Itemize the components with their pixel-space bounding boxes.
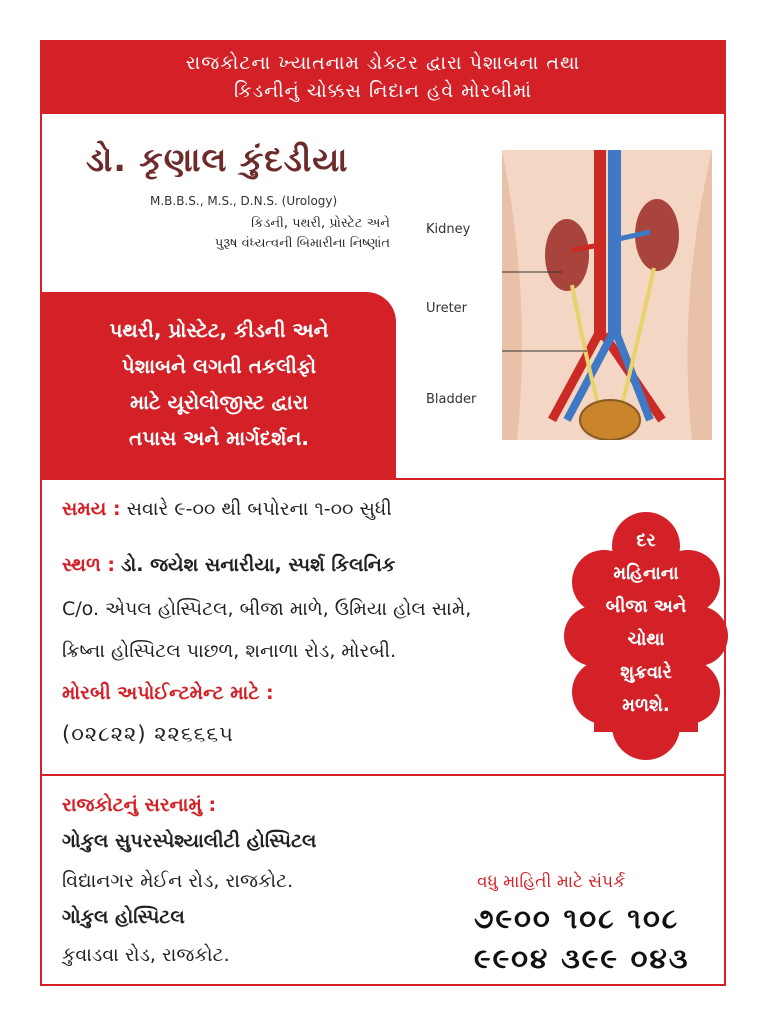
cloud-line-6: મળશે. — [622, 695, 670, 716]
callout-line-3: માટે યૂરોલોજીસ્ટ દ્વારા — [129, 390, 309, 414]
doctor-specialty — [146, 214, 390, 254]
contact-label: વધુ માહિતી માટે સંપર્ક — [477, 872, 626, 892]
rajkot-label: રાજકોટનું સરનામું : — [62, 794, 217, 816]
rajkot-address-1: વિદ્યાનગર મેઈન રોડ, રાજકોટ. — [62, 870, 294, 892]
kidney-label: Kidney — [426, 222, 471, 237]
cloud-line-5: શુક્રવારે — [620, 662, 672, 683]
time-value: સવારે ૯-૦૦ થી બપોરના ૧-૦૦ સુધી — [126, 498, 392, 520]
callout-line-1: પથરી, પ્રોસ્ટેટ, કીડની અને — [109, 318, 329, 342]
doctor-name: ડો. કૃણાલ કુંદડીયા — [86, 140, 349, 179]
address-line-2: ક્રિષ્ના હોસ્પિટલ પાછળ, શનાળા રોડ, મોરબી. — [62, 640, 397, 662]
flyer-card — [40, 40, 726, 986]
services-callout — [42, 292, 396, 478]
cloud-text — [564, 524, 728, 722]
cloud-line-4: ચોથા — [627, 629, 665, 650]
torso-background — [502, 150, 712, 440]
appointment-phone: (૦૨૮૨૨) ૨૨૬૬૬૫ — [62, 722, 234, 746]
doctor-degrees: M.B.B.S., M.S., D.N.S. (Urology) — [150, 194, 338, 208]
time-row — [62, 498, 392, 520]
contact-phone-2: ૯૯૦૪ ૩૯૯ ૦૪૩ — [474, 942, 690, 975]
cloud-line-3: બીજા અને — [605, 596, 687, 617]
specialty-line-1: કિડની, પથરી, પ્રોસ્ટેટ અને — [251, 216, 390, 231]
bladder-icon — [580, 400, 640, 440]
rajkot-hospital-2: ગોકુલ હોસ્પિટલ — [62, 906, 185, 928]
bladder-label: Bladder — [426, 392, 477, 407]
time-label: સમય : — [62, 498, 121, 520]
banner-line-1: રાજકોટના ખ્યાતનામ ડોક્ટર દ્વારા પેશાબના તથા — [185, 52, 581, 74]
specialty-line-2: પુરૂષ વંધ્યત્વની બિમારીના નિષ્ણાંત — [214, 236, 390, 251]
rajkot-hospital-1: ગોકુલ સુપરસ્પેશ્યાલીટી હોસ્પિટલ — [62, 830, 317, 852]
section-divider-2 — [42, 774, 724, 776]
cloud-line-1: દર — [636, 530, 656, 551]
place-row — [62, 554, 395, 576]
rajkot-address-2: કુવાડવા રોડ, રાજકોટ. — [62, 944, 230, 966]
cloud-line-2: મહિનાના — [613, 563, 679, 584]
place-label: સ્થળ : — [62, 554, 116, 576]
place-value: ડો. જયેશ સનારીયા, સ્પર્શ કિલનિક — [121, 554, 396, 576]
left-kidney-icon — [545, 219, 589, 291]
callout-line-4: તપાસ અને માર્ગદર્શન. — [129, 426, 309, 450]
callout-line-2: પેશાબને લગતી તકલીફો — [121, 354, 317, 378]
top-banner — [42, 42, 724, 114]
address-line-1: C/o. એપલ હોસ્પિટલ, બીજા માળે, ઉમિયા હોલ સામે, — [62, 598, 472, 620]
appointment-label: મોરબી અપોઈન્ટમેન્ટ માટે : — [62, 682, 274, 704]
ureter-label: Ureter — [426, 301, 468, 316]
banner-line-2: કિડનીનું ચોક્કસ નિદાન હવે મોરબીમાં — [233, 80, 533, 102]
contact-phone-1: ૭૯૦૦ ૧૦૮ ૧૦૮ — [474, 902, 680, 935]
section-divider-1 — [42, 478, 724, 480]
vena-cava-icon — [608, 150, 621, 340]
